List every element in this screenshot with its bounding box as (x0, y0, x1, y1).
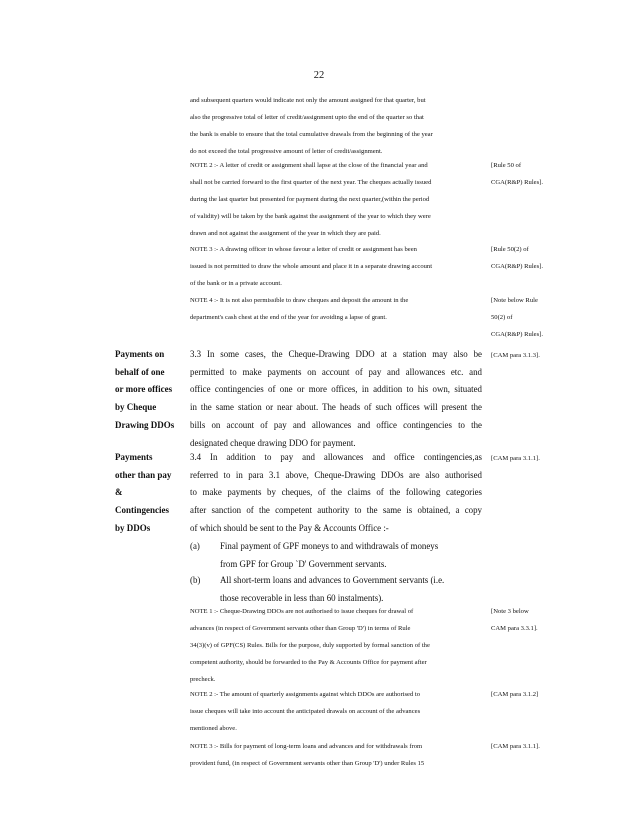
reference-note-4 (491, 292, 581, 343)
note-3-long-term-loans (190, 738, 482, 772)
reference-line: [Note 3 below (491, 608, 529, 615)
reference-note-2-b (491, 686, 581, 703)
paragraph-3-3 (190, 346, 482, 452)
reference-line: [CAM para 3.1.1]. (491, 455, 540, 462)
side-heading-line: Payments (115, 452, 153, 462)
text-line: those recoverable in less than 60 instalments). (220, 592, 384, 603)
note-1-advances (190, 603, 482, 688)
reference-line: [Rule 50(2) of (491, 246, 529, 253)
text-line: designated cheque drawing DDO for payment. (190, 437, 356, 448)
text-line: NOTE 3 :- Bills for payment of long-term loans and advances and for withdrawals from (190, 743, 423, 750)
side-heading-line: Drawing DDOs (115, 419, 175, 430)
side-heading-line: & (115, 487, 123, 498)
text-line: competent authority, should be forwarded to the Pay & Accounts Office for payment after (190, 659, 427, 666)
text-line: NOTE 2 :- A letter of credit or assignment shall lapse at the close of the financial year and (190, 162, 428, 169)
text-line: from GPF for Group `D' Government servants. (220, 558, 387, 569)
note-4-cash-chest (190, 292, 482, 326)
text-line: after sanction of the competent authority to the same is obtained, a copy (190, 505, 482, 516)
text-line: 34(3)(v) of GPF(CS) Rules. Bills for the purpose, duly supported by formal sanction of the (190, 642, 430, 649)
text-line: in the same station or near about. The heads of such offices will present the (190, 402, 482, 413)
text-line: issue cheques will take into account the anticipated drawals on account of the advances (190, 708, 421, 715)
text-line: 3.3 In some cases, the Cheque-Drawing DDO at a station may also be (190, 349, 482, 359)
side-heading-line: Payments on (115, 349, 165, 359)
text-line: permitted to make payments on account of pay and allowances etc. and (190, 366, 482, 377)
text-line: office contingencies of one or more offices, in addition to his own, situated (190, 384, 482, 395)
reference-line: [Note below Rule (491, 297, 538, 304)
list-item-text (220, 538, 482, 573)
text-line: drawn and not against the assignment of the year in which they are paid. (190, 230, 381, 237)
reference-line: CGA(R&P) Rules]. (491, 263, 544, 270)
side-heading-line: Contingencies (115, 505, 169, 516)
text-line: bills on account of pay and allowances and office contingencies to the (190, 419, 482, 430)
text-line: NOTE 1 :- Cheque-Drawing DDOs are not authorised to issue cheques for drawal of (190, 608, 414, 615)
side-heading-line: other than pay (115, 469, 172, 480)
reference-line: CAM para 3.3.1]. (491, 625, 538, 632)
text-line: mentioned above. (190, 725, 237, 732)
text-line: Final payment of GPF moneys to and withdrawals of moneys (220, 541, 439, 551)
text-line: to make payments by cheques, of the claims of the following categories (190, 487, 482, 498)
text-line: provident fund, (in respect of Government servants other than Group 'D') under Rules 15 (190, 760, 425, 767)
reference-3-4 (491, 450, 581, 467)
text-line: of which should be sent to the Pay & Accounts Office :- (190, 522, 389, 533)
paragraph-3-4 (190, 449, 482, 538)
text-line: department's cash chest at the end of the year for avoiding a lapse of grant. (190, 314, 387, 321)
reference-note-2 (491, 157, 581, 191)
reference-3-3 (491, 347, 581, 364)
reference-line: [CAM para 3.1.3]. (491, 352, 540, 359)
reference-note-3-b (491, 738, 581, 755)
reference-line: [CAM para 3.1.1]. (491, 743, 540, 750)
continuation-paragraph (190, 92, 482, 160)
reference-line: [Rule 50 of (491, 162, 522, 169)
reference-note-1-b (491, 603, 581, 637)
side-heading-3-4 (115, 449, 193, 538)
reference-line: [CAM para 3.1.2] (491, 691, 539, 698)
side-heading-line: by Cheque (115, 402, 157, 413)
text-line: of validity) will be taken by the bank against the assignment of the year to which they were (190, 213, 431, 220)
text-line: All short-term loans and advances to Government servants (i.e. (220, 575, 445, 585)
text-line: precheck. (190, 676, 216, 683)
text-line: the bank is enable to ensure that the total cumulative drawals from the beginning of the year (190, 131, 433, 138)
reference-note-3 (491, 241, 581, 275)
note-3-drawing-officer (190, 241, 482, 292)
text-line: NOTE 2 :- The amount of quarterly assignments against which DDOs are authorised to (190, 691, 421, 698)
text-line: of the bank or in a private account. (190, 280, 282, 287)
reference-line: 50(2) of (491, 314, 513, 321)
text-line: referred to in para 3.1 above, Cheque-Drawing DDOs are also authorised (190, 469, 482, 480)
text-line: NOTE 4 :- It is not also permissible to draw cheques and deposit the amount in the (190, 297, 409, 304)
text-line: shall not be carried forward to the first quarter of the next year. The cheques actually issued (190, 179, 432, 186)
text-line: also the progressive total of letter of credit/assignment upto the end of the quarter so that (190, 114, 424, 121)
note-2-lapse (190, 157, 482, 242)
side-heading-line: by DDOs (115, 522, 151, 533)
note-2-quarterly-assignments (190, 686, 482, 737)
text-line: during the last quarter but presented for payment during the next quarter,(within the period (190, 196, 430, 203)
list-marker: (a) (190, 541, 200, 551)
side-heading-3-3 (115, 346, 193, 435)
side-heading-line: or more offices (115, 384, 173, 395)
side-heading-line: behalf of one (115, 366, 165, 377)
list-marker: (b) (190, 575, 201, 585)
reference-line: CGA(R&P) Rules]. (491, 331, 544, 338)
text-line: 3.4 In addition to pay and allowances and office contingencies,as (190, 452, 482, 462)
list-item-a (190, 538, 482, 574)
text-line: and subsequent quarters would indicate not only the amount assigned for that quarter, but (190, 97, 426, 104)
reference-line: CGA(R&P) Rules]. (491, 179, 544, 186)
text-line: advances (in respect of Government servants other than Group 'D') in terms of Rule (190, 625, 411, 632)
text-line: issued is not permitted to draw the whole amount and place it in a separate drawing account (190, 263, 433, 270)
text-line: NOTE 3 :- A drawing officer in whose favour a letter of credit or assignment has been (190, 246, 417, 253)
page-number: 22 (313, 70, 325, 81)
text-line: do not exceed the total progressive amount of letter of credit/assignment. (190, 148, 383, 155)
